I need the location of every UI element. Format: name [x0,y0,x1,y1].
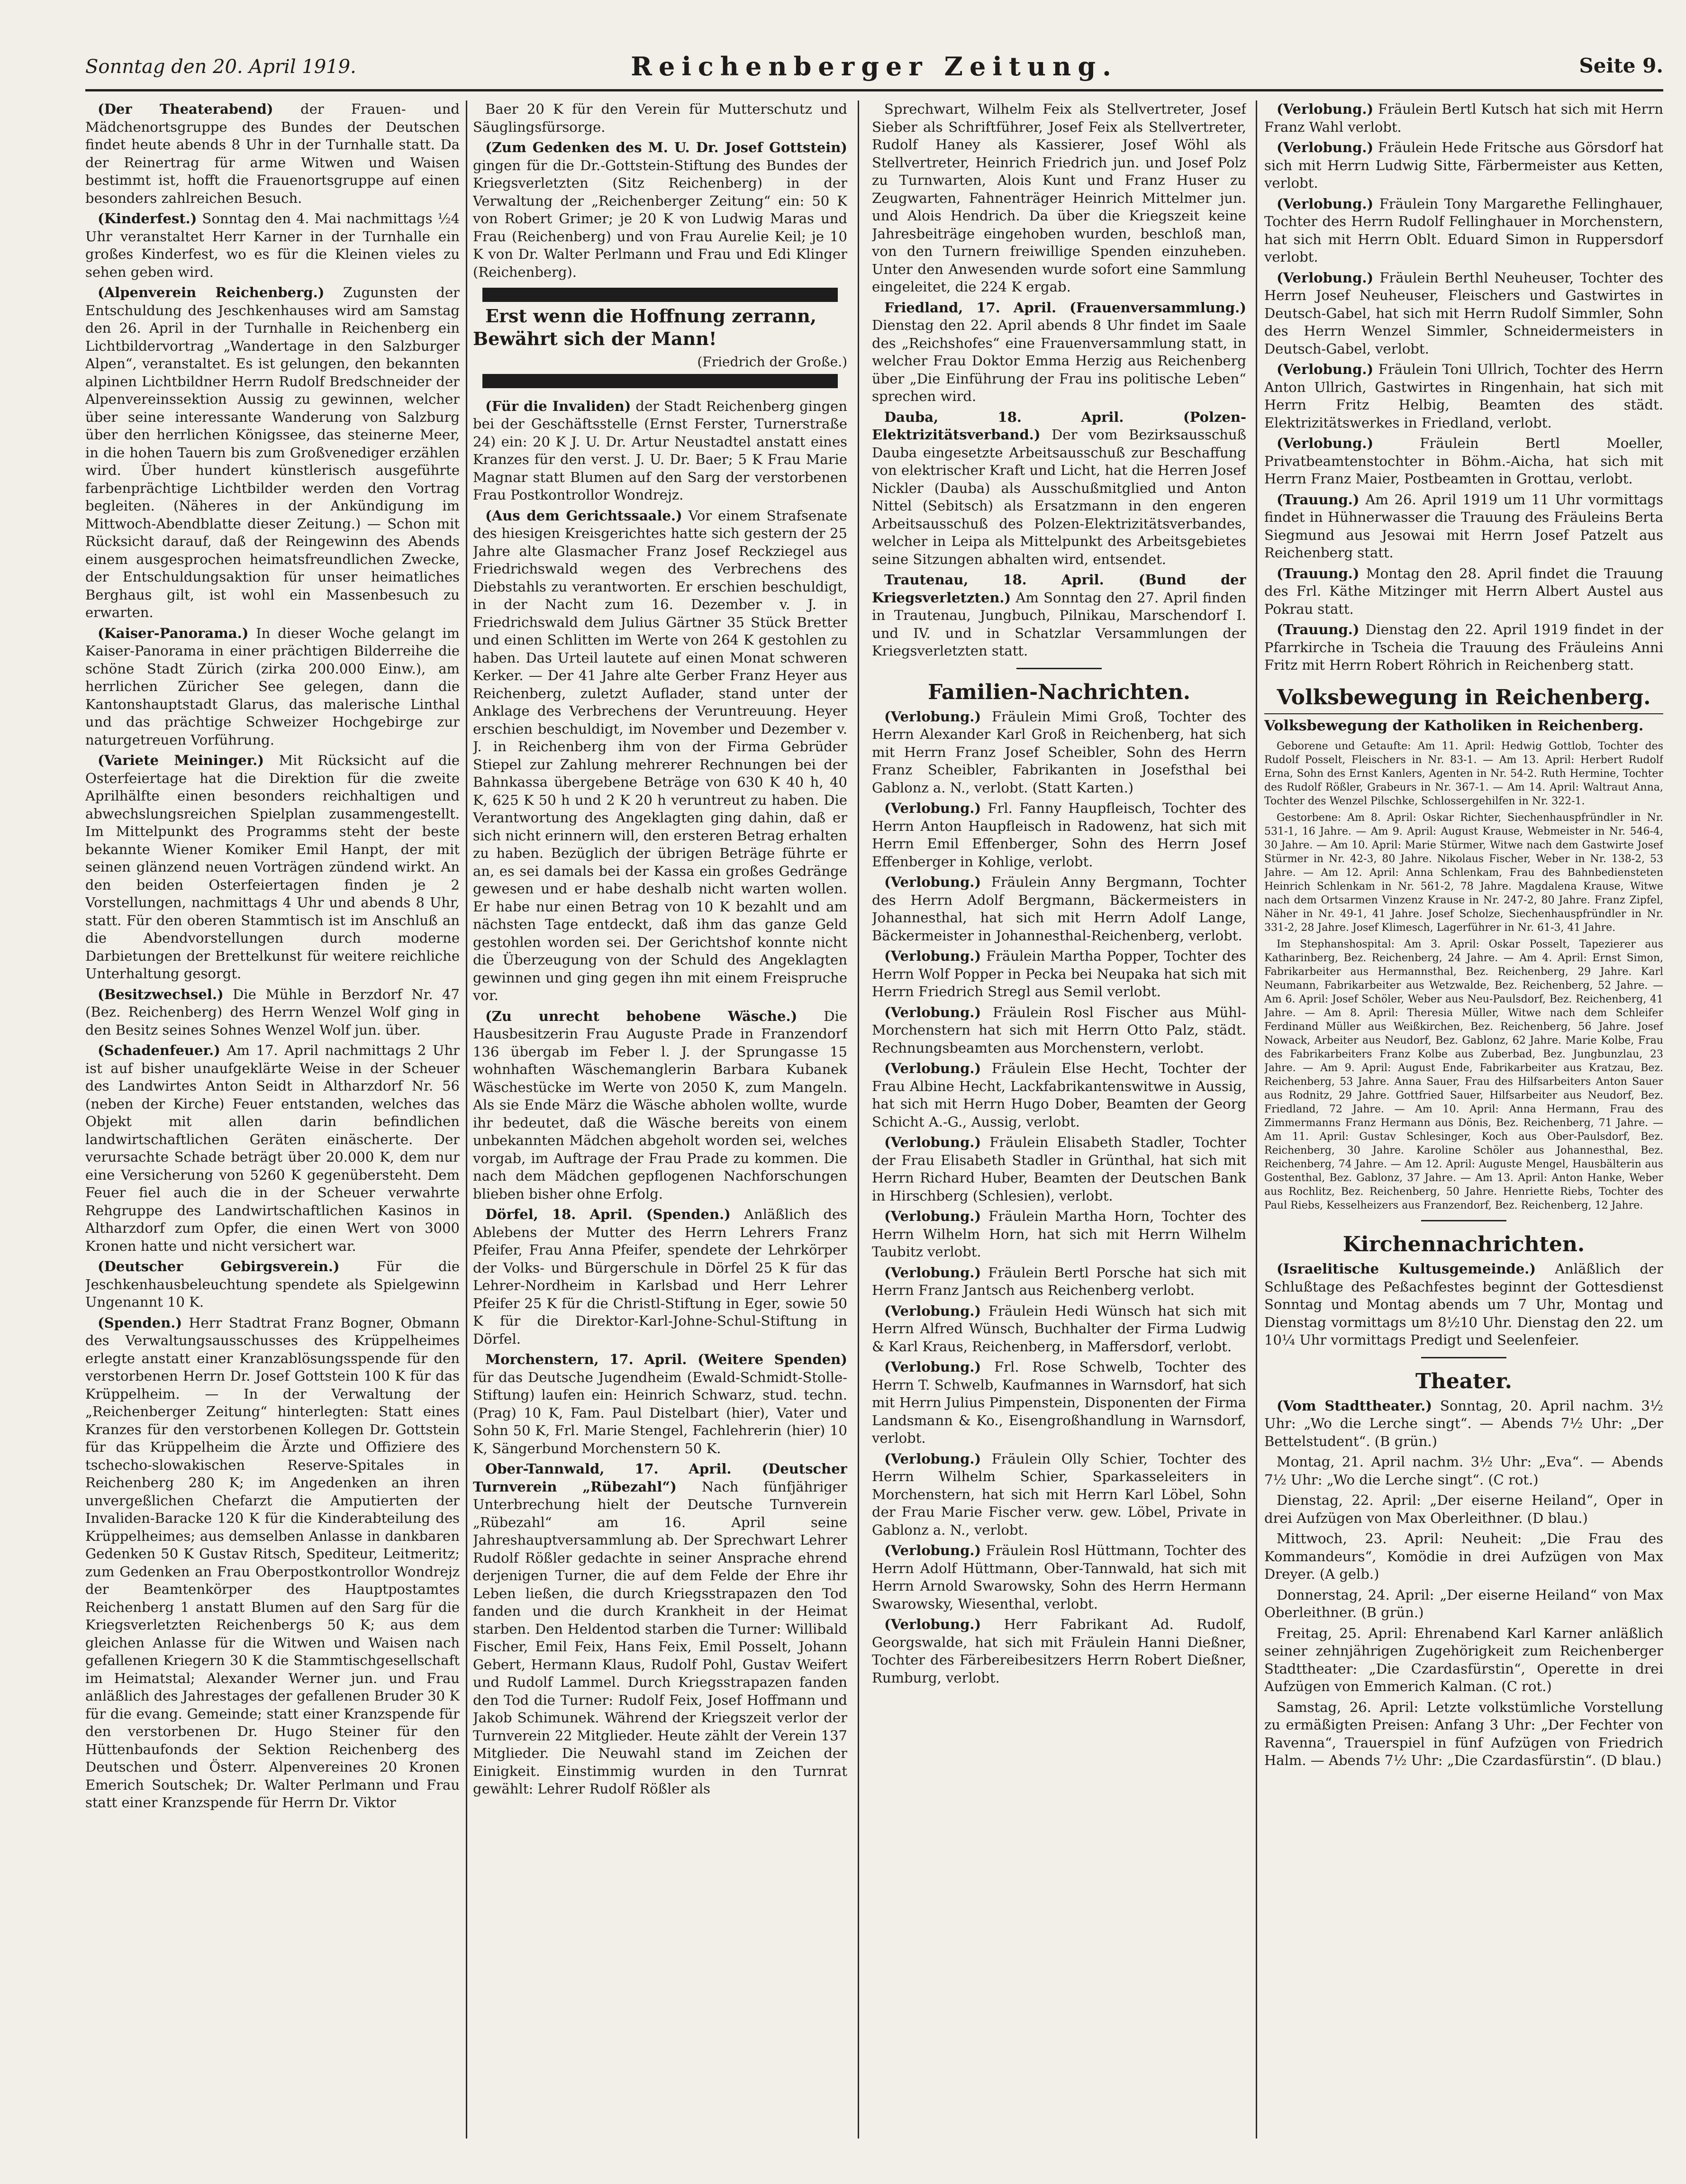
article-lead: (Verlobung.) [1277,435,1374,451]
article-paragraph [872,1264,1246,1300]
article-paragraph [473,1008,847,1203]
article-lead: (Schadenfeuer.) [98,1042,220,1058]
article-text: Montag den 28. April findet die Trauung des Frl. Käthe Mitzinger mit Herrn Albert Austel aus Pokrau statt. [1264,565,1663,617]
article-paragraph [1264,1699,1663,1770]
article-paragraph [872,409,1246,569]
theater-news [1264,1397,1663,1770]
column-1 [85,100,460,2138]
article-paragraph [85,625,460,749]
article-lead: Dauba, 18. April. (Polzen-Elektrizitätsverband.) [872,409,1246,443]
article-text: Fräulein Toni Ullrich, Tochter des Herrn Anton Ullrich, Gastwirtes in Ringenhain, hat sich mit Herrn Fritz Helbig, Beamten des städt. Elektrizitätswerkes in Friedland, verlobt. [1264,361,1663,431]
article-text: Sprechwart, Wilhelm Feix als Stellvertreter, Josef Sieber als Schriftführer, Josef Feix als Stellvertreter, Rudolf Haney als Kassierer, Josef Wöhl als Stellvertreter, Heinrich Friedrich jun. und Josef Polz zu Turnwarten, Alois Kunt und Franz Huser zu Zeugwarten, Fahnenträger Heinrich Mittelmer jun. und Alois Hendrich. Da über die Kriegszeit keine Jahresbeiträge eingehoben wurden, beschloß man, von den Turnern freiwillige Spenden einzuheben. Unter den Anwesenden wurde sofort eine Sammlung eingeleitet, die 224 K ergab. [872,101,1246,295]
article-lead: (Aus dem Gerichtssaale.) [485,507,682,524]
article-text: Dienstag, 22. April: „Der eiserne Heiland“, Oper in drei Aufzügen von Max Oberleithner. (D blau.) [1264,1492,1663,1526]
article-text: Fräulein Martha Popper, Tochter des Herrn Wolf Popper in Pecka bei Neupaka hat sich mit Herrn Friedrich Stregl aus Semil verlobt. [872,948,1246,1000]
heading-theater: Theater. [1415,1369,1512,1393]
divider [1421,1220,1506,1221]
article-lead: (Verlobung.) [884,948,981,964]
article-lead: (Verlobung.) [1277,139,1374,155]
article-lead: (Variete Meininger.) [98,752,264,768]
column-rule [858,100,859,2138]
article-lead: Ober-Tannwald, 17. April. (Deutscher Turnverein „Rübezahl“) [473,1461,847,1495]
article-paragraph [872,1060,1246,1131]
article-lead: (Verlobung.) [884,708,981,725]
article-text: Mit Rücksicht auf die Osterfeiertage hat die Direktion für die zweite Aprilhälfte einen besonders reichhaltigen und abwechslungsreichen Spielplan zusammengestellt. Im Mittelpunkt des Programms steht der beste bekannte Wiener Komiker Emil Hanpt, der mit seinen glänzend neuen Vorträgen zündend wirkt. An den beiden Osterfeiertagen finden je 2 Vorstellungen, nachmittags 4 Uhr und abends 8 Uhr, statt. Für den oberen Stammtisch ist im Anschluß an die Abendvorstellungen durch moderne Darbietungen der Brettelkunst für weitere reichliche Unterhaltung gesorgt. [85,752,460,982]
header-date: Sonntag den 20. April 1919. [85,56,356,78]
article-text: Fräulein Anny Bergmann, Tochter des Herrn Adolf Bergmann, Bäckermeisters in Johannesthal, hat sich mit Herrn Adolf Lange, Bäckermeister in Johannesthal-Reichenberg, verlobt. [872,874,1246,944]
article-lead: (Trauung.) [1277,621,1360,637]
article-text: Fräulein Else Hecht, Tochter der Frau Albine Hecht, Lackfabrikantenswitwe in Aussig, hat sich mit Herrn Hugo Dober, Beamten der Georg Schicht A.-G., Aussig, verlobt. [872,1060,1246,1130]
article-paragraph [872,874,1246,945]
article-text: für das Deutsche Jugendheim (Ewald-Schmidt-Stolle-Stiftung) laufen ein: Heinrich Schwarz, stud. techn. (Prag) 10 K, Fam. Paul Distelbart (hier), Vater und Sohn 50 K, Frl. Marie Stengel, Fachlehrerin (hier) 10 K, Sängerbund Morchenstern 50 K. [473,1369,847,1456]
article-paragraph [872,1208,1246,1261]
article-lead: (Kaiser-Panorama.) [98,625,249,641]
article-paragraph [473,1351,847,1457]
article-text: Herr Stadtrat Franz Bogner, Obmann des Verwaltungsausschusses des Krüppelheimes erlegte anstatt einer Kranzablösungsspende für den verstorbenen Herrn Dr. Josef Gottstein 100 K für das Krüppelheim. — In der Verwaltung der „Reichenberger Zeitung“ hinterlegten: Statt eines Kranzes für den verstorbenen Kollegen Dr. Gottstein für das Krüppelheim die Ärzte und Offiziere des tschecho-slowakischen Reserve-Spitales in Reichenberg 280 K; im Angedenken an ihren unvergeßlichen Chefarzt die Amputierten der Invaliden-Baracke 120 K für die Kinderabteilung des Krüppelheimes; aus demselben Anlasse in dankbaren Gedenken 50 K Gustav Ritsch, Spediteur, Leitmeritz; zum Gedenken an Frau Oberpostkontrollor Wondrejz der Beamtenkörper des Hauptpostamtes Reichenberg 1 anstatt Blumen auf den Sarg für die Kriegsverletzten Reichenbergs 50 K; aus dem gleichen Anlasse für die Witwen und Waisen nach gefallenen Kriegern 30 K die Stammtischgesellschaft im Heimatstal; Alexander Werner jun. und Frau anläßlich des Jahrestages der gefallenen Bruder 30 K für die evang. Gemeinde; statt einer Kranzspende für den verstorbenen Dr. Hugo Steiner für den Hüttenbaufonds der Sektion Reichenberg des Deutschen und Österr. Alpenvereines 20 Kronen Emerich Soutschek; Dr. Walter Perlmann und Frau statt einer Kranzspende für Herrn Dr. Viktor [85,1314,460,1811]
article-text: Fräulein Bertl Moeller, Privatbeamtenstochter in Böhm.-Aicha, hat sich mit Herrn Franz Maier, Postbeamten in Grottau, verlobt. [1264,435,1663,487]
article-text: Anläßlich des Ablebens der Mutter des Herrn Lehrers Franz Pfeifer, Frau Anna Pfeifer, spendete der Lehrkörper der Volks- und Bürgerschule in Dörfel 25 K für das Lehrer-Nordheim in Karlsbad und Herr Lehrer Pfeifer 25 K für die Christl-Stiftung in Eger, sowie 50 K für die Direktor-Karl-Johne-Schul-Stiftung in Dörfel. [473,1206,847,1347]
article-paragraph [1264,1586,1663,1622]
article-lead: (Verlobung.) [1277,101,1374,117]
article-paragraph [872,800,1246,871]
article-lead: (Besitzwechsel.) [98,986,224,1002]
article-text: Frl. Fanny Haupfleisch, Tochter des Herrn Anton Haupfleisch in Radowenz, hat sich mit Herrn Emil Effenberger, Sohn des Herrn Josef Effenberger in Kohlige, verlobt. [872,800,1246,870]
article-text: Fräulein Berthl Neuheuser, Tochter des Herrn Josef Neuheuser, Fleischers und Gastwirtes in Deutsch-Gabel, hat sich mit Herrn Rudolf Simmler, Sohn des Herrn Wenzel Simmler, Schneidermeisters in Deutsch-Gabel, verlobt. [1264,269,1663,357]
motto-text: Erst wenn die Hoffnung zerrann, Bewährt sich der Mann! [473,305,816,349]
article-lead: (Kinderfest.) [98,210,197,227]
article-lead: (Verlobung.) [884,1450,981,1467]
article-paragraph [872,571,1246,660]
article-lead: (Zum Gedenken des M. U. Dr. Josef Gottstein) [485,139,847,155]
article-text: Montag, 21. April nachm. 3½ Uhr: „Eva“. — Abends 7½ Uhr: „Wo die Lerche singt“. (C rot.) [1264,1454,1663,1488]
article-lead: (Zu unrecht behobene Wäsche.) [485,1008,798,1024]
article-text: Nach fünfjähriger Unterbrechung hielt der Deutsche Turnverein „Rübezahl“ am 16. April seine Jahreshauptversammlung ab. Der Sprechwart Lehrer Rudolf Rößler gedachte in seiner Ansprache ehrend derjenigen Turner, die auf dem Felde der Ehre ihr Leben ließen, die durch Kriegsstrapazen den Tod fanden und die durch Krankheit in der Heimat starben. Den Heldentod starben die Turner: Willibald Fischer, Emil Feix, Hans Feix, Emil Posselt, Johann Gebert, Hermann Klaus, Rudolf Pohl, Gustav Weifert und Rudolf Lammel. Durch Kriegsstrapazen fanden den Tod die Turner: Rudolf Feix, Josef Hoffmann und Jakob Schimunek. Während der Kriegszeit verlor der Turnverein 22 Mitglieder. Heute zählt der Verein 137 Mitglieder. Die Neuwahl stand im Zeichen der Einigkeit. Einstimmig wurden in den Turnrat gewählt: Lehrer Rudolf Rößler als [473,1478,847,1797]
article-paragraph [1264,100,1663,136]
article-paragraph [85,752,460,983]
article-text: Zugunsten der Entschuldung des Jeschkenhauses wird am Samstag den 26. April in der Turnhalle in Reichenberg ein Lichtbildervortrag „Wandertage in den Salzburger Alpen“, veranstaltet. Es ist gelungen, den bekannten alpinen Lichtbildner Herrn Rudolf Bredschneider der Alpenvereinssektion Aussig zu gewinnen, welcher über seine interessante Wanderung von Salzburg über den herrlichen Königssee, das steinerne Meer, in die hohen Tauern bis zum Großvenediger erzählen wird. Über hundert künstlerisch ausgeführte farbenprächtige Lichtbilder werden den Vortrag begleiten. (Näheres in der Ankündigung im Mittwoch-Abendblatte dieser Zeitung.) — Schon mit Rücksicht darauf, daß der Reingewinn des Abends einem ausgesprochen heimatsfreundlichen Zwecke, der Entschuldungsaktion für unser heimatliches Berghaus gilt, ist wohl ein Massenbesuch zu erwarten. [85,284,460,620]
vb-births: Geborene und Getaufte: Am 11. April: Hedwig Gottlob, Tochter des Rudolf Posselt, Fleischers in Nr. 83-1. — Am 13. April: Herbert Rudolf Erna, Sohn des Ernst Kanlers, Agenten in Nr. 54-2. Ruth Hermine, Tochter des Rudolf Rößler, Grabeurs in Nr. 367-1. — Am 14. April: Waltraut Anna, Tochter des Wenzel Pilschke, Schlossergehilfen in Nr. 322-1. [1264,740,1663,807]
article-text: Fräulein Bertl Porsche hat sich mit Herrn Franz Jantsch aus Reichenberg verlobt. [872,1264,1246,1298]
article-lead: (Verlobung.) [884,1004,981,1020]
article-paragraph [872,1004,1246,1057]
article-text: Dienstag den 22. April 1919 findet in der Pfarrkirche in Tscheia die Trauung des Fräuleins Anni Fritz mit Herrn Robert Röhrich in Reichenberg statt. [1264,621,1663,673]
article-lead: Friedland, 17. April. (Frauenversammlung.) [884,299,1246,316]
article-paragraph [1264,1453,1663,1489]
article-text: Fräulein Olly Schier, Tochter des Herrn Wilhelm Schier, Sparkasseleiters in Morchenstern, hat sich mit Herrn Karl Löbel, Sohn der Frau Marie Fischer verw. gew. Löbel, Private in Gablonz a. N., verlobt. [872,1450,1246,1538]
church-news [1264,1260,1663,1349]
article-paragraph [85,210,460,281]
newspaper-title: Reichenberger Zeitung. [631,51,1118,82]
article-paragraph [1264,435,1663,488]
article-lead: (Verlobung.) [884,874,981,890]
article-paragraph [872,1358,1246,1447]
family-news-continued [1264,100,1663,674]
article-paragraph [872,1616,1246,1687]
article-paragraph [872,708,1246,797]
article-lead: Trautenau, 18. April. (Bund der Kriegsverletzten.) [872,572,1246,606]
article-lead: (Trauung.) [1277,565,1360,582]
column-2-articles [473,398,847,1798]
article-text: Am 17. April nachmittags 2 Uhr ist auf bisher unaufgeklärte Weise in der Scheuer des Landwirtes Anton Seidt in Altharzdorf Nr. 56 (neben der Kirche) Feuer entstanden, welches das Objekt mit allen darin befindlichen landwirtschaftlichen Geräten einäscherte. Der verursachte Schade beträgt über 20.000 K, dem nur eine Versicherung von 5260 K gegenübersteht. Dem Feuer fiel auch die in der Scheuer verwahrte Rehgruppe des Landwirtschaftlichen Kasinos in Altharzdorf zum Opfer, die einen Wert von 3000 Kronen hatte und nicht versichert war. [85,1042,460,1254]
column-2-top [473,100,847,281]
article-paragraph [473,398,847,504]
heading-volksbewegung: Volksbewegung in Reichenberg. [1277,685,1651,710]
article-lead: (Israelitische Kultusgemeinde.) [1277,1261,1536,1277]
article-text: Herr Fabrikant Ad. Rudolf, Georgswalde, hat sich mit Fräulein Hanni Dießner, Tochter des Färbereibesitzers Herrn Robert Dießner, Rumburg, verlobt. [872,1616,1246,1686]
article-lead: (Für die Invaliden) [485,398,631,414]
article-text: Sonntag, 20. April nachm. 3½ Uhr: „Wo die Lerche singt“. — Abends 7½ Uhr: „Der Bettelstudent“. (B grün.) [1264,1397,1663,1449]
article-paragraph [872,1302,1246,1356]
article-text: Donnerstag, 24. April: „Der eiserne Heiland“ von Max Oberleithner. (B grün.) [1264,1586,1663,1620]
article-paragraph [85,1042,460,1255]
article-paragraph [85,284,460,622]
motto-bar [482,288,838,302]
column-rule [466,100,467,2138]
divider [1016,668,1102,669]
columns [85,100,1663,2153]
article-text: Fräulein Martha Horn, Tochter des Herrn Wilhelm Horn, hat sich mit Herrn Wilhelm Taubitz verlobt. [872,1208,1246,1260]
heading-familien: Familien-Nachrichten. [927,680,1191,704]
article-paragraph [85,986,460,1039]
article-paragraph [872,947,1246,1001]
article-text: Dienstag den 22. April abends 8 Uhr findet im Saale des „Reichshofes“ eine Frauenversammlung statt, in welcher Frau Doktor Emma Herzig aus Reichenberg über „Die Einführung der Frau ins politische Leben“ sprechen wird. [872,317,1246,404]
article-text: Am 26. April 1919 um 11 Uhr vormittags findet in Hühnerwasser die Trauung des Fräuleins Berta Siegmund aus Jesowai mit Herrn Josef Patzelt aus Reichenberg statt. [1264,491,1663,561]
article-paragraph [1264,269,1663,358]
article-paragraph [1264,1492,1663,1527]
article-text: gingen für die Dr.-Gottstein-Stiftung des Bundes der Kriegsverletzten (Sitz Reichenberg) in der Verwaltung der „Reichenberger Zeitung“ ein: 50 K von Robert Grimer; je 20 K von Ludwig Maras und Frau (Reichenberg) und von Frau Aurelie Keil; je 10 K von Dr. Walter Perlmann und Frau und Edi Klinger (Reichenberg). [473,157,847,280]
article-text: Baer 20 K für den Verein für Mutterschutz und Säuglingsfürsorge. [473,101,847,135]
article-paragraph [872,1450,1246,1539]
article-paragraph [473,100,847,136]
article-lead: (Verlobung.) [884,1264,981,1281]
article-text: Freitag, 25. April: Ehrenabend Karl Karner anläßlich seiner zehnjährigen Zugehörigkeit zum Reichenberger Stadttheater: „Die Czardasfürstin“, Operette in drei Aufzügen von Emmerich Kalman. (C rot.) [1264,1625,1663,1694]
article-text: Am Sonntag den 27. April finden in Trautenau, Jungbuch, Pilnikau, Marschendorf I. und IV. und in Schatzlar Versammlungen der Kriegsverletzten statt. [872,589,1246,659]
article-paragraph [1264,1625,1663,1696]
article-text: Die Hausbesitzerin Frau Auguste Prade in Franzendorf 136 übergab im Feber l. J. der Sprungasse 15 wohnhaften Wäschemanglerin Barbara Kubanek Wäschestücke im Werte von 2050 K, zum Mangeln. Als sie Ende März die Wäsche abholen wollte, wurde ihr bedeutet, daß die Wäsche bereits von einem unbekannten Mädchen abgeholt worden sei, welches vorgab, im Auftrage der Frau Prade zu kommen. Die nach dem Mädchen gepflogenen Nachforschungen blieben bisher ohne Erfolg. [473,1008,847,1202]
article-text: Die Mühle in Berzdorf Nr. 47 (Bez. Reichenberg) des Herrn Wenzel Wolf ging in den Besitz seines Sohnes Wenzel Wolf jun. über. [85,986,460,1038]
article-lead: (Verlobung.) [884,1134,981,1150]
article-text: In dieser Woche gelangt im Kaiser-Panorama in einer prächtigen Bilderreihe die schöne Stadt Zürich (zirka 200.000 Einw.), am herrlichen Züricher See gelegen, dann die Kantonshauptstadt Glarus, das malerische Linthal und das prächtige Schweizer Hochgebirge zur naturgetreuen Vorführung. [85,625,460,748]
heading-kirchennachrichten: Kirchennachrichten. [1342,1232,1585,1256]
article-paragraph [872,1134,1246,1205]
article-lead: (Verlobung.) [1277,361,1374,377]
article-lead: (Verlobung.) [1277,269,1374,286]
article-lead: (Verlobung.) [884,1208,981,1224]
article-paragraph [1264,1530,1663,1583]
article-text: Fräulein Hede Fritsche aus Görsdorf hat sich mit Herrn Ludwig Sitte, Färbermeister aus Ketten, verlobt. [1264,139,1663,191]
article-lead: (Verlobung.) [884,800,981,816]
article-paragraph [473,507,847,1005]
divider [1421,1357,1506,1358]
article-paragraph [872,100,1246,296]
column-3-top [872,100,1246,660]
article-text: Vor einem Strafsenate des hiesigen Kreisgerichtes hatte sich gestern der 25 Jahre alte Glasmacher Franz Josef Reckziegel aus Friedrichswald wegen des Verbrechens des Diebstahls zu verantworten. Er erschien beschuldigt, in der Nacht zum 16. Dezember v. J. in Friedrichswald dem Julius Gärtner 35 Stück Bretter und einen Schlitten im Werte von 264 K gestohlen zu haben. Das Urteil lautete auf einen Monat schweren Kerker. — Der 41 Jahre alte Gerber Franz Heyer aus Reichenberg, zuletzt Auflader, stand unter der Anklage des Verbrechens der Veruntreuung. Heyer erschien beschuldigt, im November und Dezember v. J. in Reichenberg ihm von der Firma Gebrüder Stiepel zur Zahlung mehrerer Rechnungen bei der Bahnkassa übergebene Beträge von 630 K 40 h, 40 K, 625 K 50 h und 2 K 20 h veruntreut zu haben. Die Verantwortung des Angeklagten ging dahin, daß er sich nicht erinnern will, den ersteren Betrag erhalten zu haben. Bezüglich der übrigen Beträge führte er an, es sei damals bei der Kassa ein großes Gedränge gewesen und er habe deshalb nicht warten wollen. Er habe nur einen Betrag von 10 K bezahlt und am nächsten Tage entdeckt, daß ihm das ganze Geld gestohlen worden sei. Der Gerichtshof konnte nicht die Überzeugung von der Schuld des Angeklagten gewinnen und ging gegen ihn mit einem Freispruche vor. [473,507,847,1003]
column-2 [473,100,847,2138]
article-text: Samstag, 26. April: Letzte volkstümliche Vorstellung zu ermäßigten Preisen: Anfang 3 Uhr: „Der Fechter von Ravenna“, Trauerspiel in fünf Aufzügen von Friedrich Halm. — Abends 7½ Uhr: „Die Czardasfürstin“. (D blau.) [1264,1699,1663,1768]
article-text: Fräulein Rosl Hüttmann, Tochter des Herrn Adolf Hüttmann, Ober-Tannwald, hat sich mit Herrn Arnold Swarowsky, Sohn des Herrn Hermann Swarowsky, Wiesenthal, verlobt. [872,1542,1246,1612]
article-paragraph [473,1206,847,1348]
article-lead: Morchenstern, 17. April. (Weitere Spenden) [485,1351,847,1367]
column-3 [872,100,1246,2138]
article-lead: (Verlobung.) [884,1302,981,1319]
subheading-katholiken: Volksbewegung der Katholiken in Reichenberg. [1264,713,1663,735]
article-lead: Dörfel, 18. April. (Spenden.) [485,1206,731,1222]
article-paragraph [85,100,460,207]
vb-deaths: Gestorbene: Am 8. April: Oskar Richter, Siechenhauspfründler in Nr. 531-1, 16 Jahre. — Am 9. April: August Krause, Webmeister in Nr. 546-4, 30 Jahre. — Am 10. April: Marie Stürmer, Witwe nach dem Gastwirte Josef Stürmer in Nr. 42-3, 80 Jahre. Nikolaus Fischer, Weber in Nr. 138-2, 53 Jahre. — Am 12. April: Anna Schlenkam, Frau des Bahnbediensteten Heinrich Schlenkam in Nr. 561-2, 78 Jahre. Magdalena Krause, Witwe nach dem Ortsarmen Vinzenz Krause in Nr. 247-2, 80 Jahre. Franz Zipfel, Näher in Nr. 49-1, 41 Jahre. Josef Scholze, Siechenhauspfründler in Nr. 331-2, 28 Jahre. Josef Klimesch, Lagerführer in Nr. 61-3, 41 Jahre. [1264,812,1663,934]
article-lead: (Verlobung.) [884,1542,981,1558]
article-text: Fräulein Bertl Kutsch hat sich mit Herrn Franz Wahl verlobt. [1264,101,1663,135]
column-4 [1264,100,1663,2138]
article-text: Mittwoch, 23. April: Neuheit: „Die Frau des Kommandeurs“, Komödie in drei Aufzügen von Max Dreyer. (A gelb.) [1264,1530,1663,1582]
motto-author: (Friedrich der Große.) [697,354,847,370]
article-lead: (Alpenverein Reichenberg.) [98,284,325,300]
article-text: Sonntag den 4. Mai nachmittags ½4 Uhr veranstaltet Herr Karner in der Turnhalle ein großes Kinderfest, wo es für die Kleinen vieles zu sehen geben wird. [85,210,460,280]
article-text: Fräulein Elisabeth Stadler, Tochter der Frau Elisabeth Stadler in Grünthal, hat sich mit Herrn Richard Huber, Beamten der Deutschen Bank in Hirschberg (Schlesien), verlobt. [872,1134,1246,1204]
vb-hospital: Im Stephanshospital: Am 3. April: Oskar Posselt, Tapezierer aus Katharinberg, Bez. Reichenberg, 24 Jahre. — Am 4. April: Ernst Simon, Fabrikarbeiter aus Hermannsthal, Bez. Reichenberg, 29 Jahre. Karl Neumann, Fabrikarbeiter aus Wetzwalde, Bez. Reichenberg, 52 Jahre. — Am 6. April: Josef Schöler, Weber aus Neu-Paulsdorf, Bez. Reichenberg, 41 Jahre. — Am 8. April: Theresia Müller, Witwe nach dem Schleifer Ferdinand Müller aus Weißkirchen, Bez. Reichenberg, 56 Jahre. Josef Nowack, Arbeiter aus Neudorf, Bez. Gablonz, 62 Jahre. Marie Kolbe, Frau des Fabrikarbeiters Franz Kolbe aus Zuberbad, Bez. Jungbunzlau, 23 Jahre. — Am 9. April: August Ende, Fabrikarbeiter aus Kratzau, Bez. Reichenberg, 53 Jahre. Anna Sauer, Frau des Hilfsarbeiters Anton Sauer aus Rodnitz, 29 Jahre. Gottfried Sauer, Hilfsarbeiter aus Neudorf, Bez. Friedland, 72 Jahre. — Am 10. April: Anna Hermann, Frau des Zimmermanns Franz Hermann aus Dönis, Bez. Reichenberg, 71 Jahre. — Am 11. April: Gustav Schlesinger, Koch aus Ober-Paulsdorf, Bez. Reichenberg, 30 Jahre. Karoline Schöler aus Johannesthal, Bez. Reichenberg, 74 Jahre. — Am 12. April: Auguste Mengel, Hausbälterin aus Gostenthal, Bez. Gablonz, 37 Jahre. — Am 13. April: Anton Hanke, Weber aus Rochlitz, Bez. Reichenberg, 50 Jahre. Henriette Riebs, Tochter des Paul Riebs, Kesselheizers aus Franzendorf, Bez. Reichenberg, 12 Jahre. [1264,938,1663,1211]
article-text: Der vom Bezirksausschuß Dauba eingesetzte Arbeitsausschuß zur Beschaffung von elektrischer Kraft und Licht, hat die Herren Josef Nickler (Dauba) als Ausschußmitglied und Anton Nittel (Sebitsch) als Ersatzmann in den engeren Arbeitsausschuß des Polzen-Elektrizitätsverbandes, welcher in Leipa als Mittelpunkt des Arbeitsgebietes seine Sitzungen abhalten wird, entsendet. [872,427,1246,567]
article-lead: (Verlobung.) [884,1359,981,1375]
article-paragraph [473,1460,847,1798]
article-paragraph [1264,491,1663,562]
column-rule [1256,100,1257,2138]
article-paragraph [1264,195,1663,266]
family-news [872,708,1246,1687]
page-header [85,51,1663,91]
article-lead: (Der Theaterabend) [98,101,273,117]
article-paragraph [1264,1260,1663,1349]
article-text: Fräulein Hedi Wünsch hat sich mit Herrn Alfred Wünsch, Buchhalter der Firma Ludwig & Karl Kraus, Reichenberg, in Maffersdorf, verlobt. [872,1302,1246,1355]
article-text: Frl. Rose Schwelb, Tochter des Herrn T. Schwelb, Kaufmannes in Warnsdorf, hat sich mit Herrn Julius Pimpenstein, Disponenten der Firma Landsmann & Ko., Eisengroßhandlung in Warnsdorf, verlobt. [872,1359,1246,1446]
article-text: Fräulein Rosl Fischer aus Mühl-Morchenstern hat sich mit Herrn Otto Palz, städt. Rechnungsbeamten aus Morchenstern, verlobt. [872,1004,1246,1056]
motto-box [473,288,847,388]
motto-bar [482,374,838,388]
article-paragraph [1264,621,1663,674]
article-paragraph [85,1314,460,1812]
article-paragraph [1264,1397,1663,1451]
article-lead: (Verlobung.) [1277,195,1374,212]
article-paragraph [872,1542,1246,1613]
article-text: der Stadt Reichenberg gingen bei der Geschäftsstelle (Ernst Ferster, Turnerstraße 24) ein: 20 K J. U. Dr. Artur Neustadtel anstatt eines Kranzes für den verst. J. U. Dr. Baer; 5 K Frau Marie Magnar statt Blumen auf den Sarg der verstorbenen Frau Postkontrollor Wondrejz. [473,398,847,503]
article-paragraph [872,299,1246,406]
article-lead: (Verlobung.) [884,1616,981,1632]
article-text: Anläßlich der Schlußtage des Peßachfestes beginnt der Gottesdienst Sonntag und Montag abends um 7 Uhr, Montag und Dienstag vormittags um 8½10 Uhr. Dienstag den 22. um 10¼ Uhr vormittags Predigt und Seelenfeier. [1264,1261,1663,1348]
article-text: Für die Jeschkenhausbeleuchtung spendete als Spielgewinn Ungenannt 10 K. [85,1258,460,1310]
article-lead: (Vom Stadttheater.) [1277,1397,1432,1414]
article-text: der Frauen- und Mädchenortsgruppe des Bundes der Deutschen findet heute abends 8 Uhr in der Turnhalle statt. Da der Reinertrag für arme Witwen und Waisen bestimmt ist, hofft die Frauenortsgruppe auf einen besonders zahlreichen Besuch. [85,101,460,206]
article-lead: (Verlobung.) [884,1060,981,1076]
article-paragraph [85,1258,460,1311]
article-paragraph [473,139,847,281]
article-paragraph [1264,139,1663,192]
article-paragraph [1264,361,1663,432]
article-lead: (Spenden.) [98,1314,182,1331]
article-lead: (Deutscher Gebirgsverein.) [98,1258,340,1274]
article-text: Fräulein Mimi Groß, Tochter des Herrn Alexander Karl Groß in Reichenberg, hat sich mit Herrn Franz Josef Scheibler, Sohn des Herrn Franz Scheibler, Fabrikanten in Josefsthal bei Gablonz a. N., verlobt. (Statt Karten.) [872,708,1246,796]
article-lead: (Trauung.) [1277,491,1360,508]
article-text: Fräulein Tony Margarethe Fellinghauer, Tochter des Herrn Rudolf Fellinghauer in Morchenstern, hat sich mit Herrn Oblt. Eduard Simon in Ruppersdorf verlobt. [1264,195,1663,265]
article-paragraph [1264,565,1663,619]
page-number: Seite 9. [1579,54,1663,77]
